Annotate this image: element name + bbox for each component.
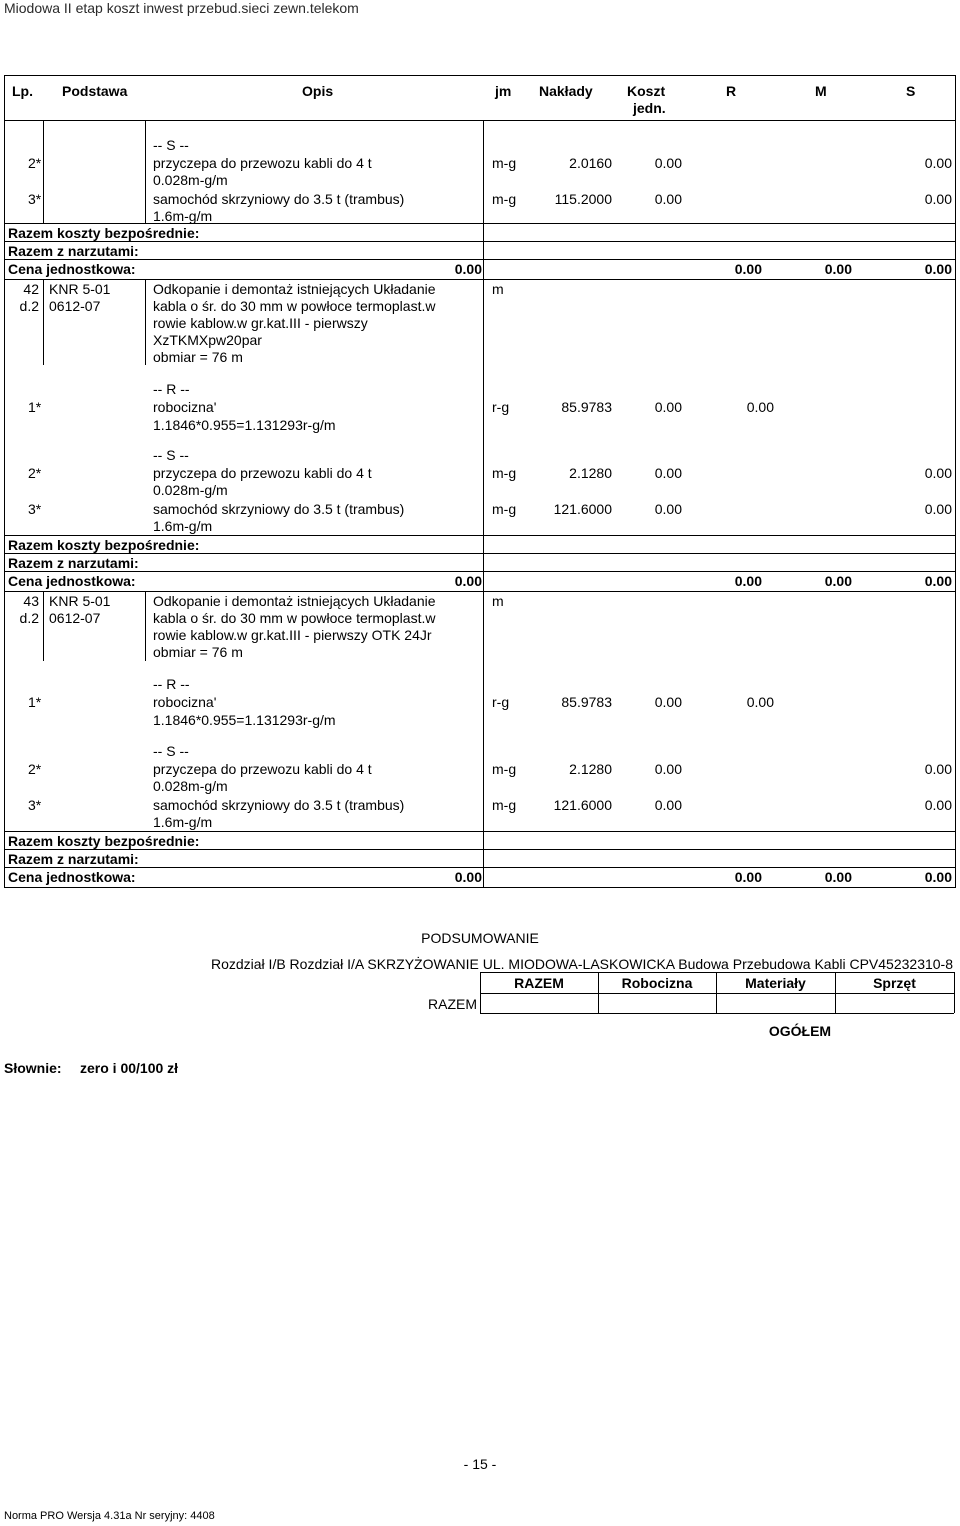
- item-naklady: 85.9783: [561, 399, 612, 415]
- item-r: 0.00: [746, 694, 774, 710]
- item-no: 3*: [28, 501, 42, 517]
- cena-koszt: 0.00: [454, 573, 482, 589]
- item-jm: r-g: [492, 694, 510, 710]
- footer-software: Norma PRO Wersja 4.31a Nr seryjny: 4408: [4, 1510, 215, 1522]
- item-naklady: 121.6000: [553, 797, 612, 813]
- cena-label: Cena jednostkowa:: [8, 869, 136, 885]
- summary-header-sprzet: Sprzęt: [873, 975, 916, 991]
- item-naklady: 85.9783: [561, 694, 612, 710]
- cena-label: Cena jednostkowa:: [8, 573, 136, 589]
- col-lp: Lp.: [12, 83, 33, 99]
- position-sub: d.2: [19, 298, 39, 314]
- item-no: 2*: [28, 465, 42, 481]
- position-number: 43: [23, 593, 39, 609]
- description-line: Odkopanie i demontaż istniejących Układanie: [153, 593, 436, 609]
- cena-m: 0.00: [824, 869, 852, 885]
- summary-header-razem: RAZEM: [514, 975, 564, 991]
- item-rate: 1.6m-g/m: [153, 208, 213, 224]
- razem-narzuty-label: Razem z narzutami:: [8, 851, 139, 867]
- razem-narzuty-label: Razem z narzutami:: [8, 555, 139, 571]
- item-koszt: 0.00: [654, 761, 682, 777]
- item-jm: r-g: [492, 399, 510, 415]
- basis-code: KNR 5-01: [49, 281, 111, 297]
- description-line: rowie kablow.w gr.kat.III - pierwszy OTK 24Jr: [153, 627, 432, 643]
- col-koszt: Koszt: [627, 83, 666, 99]
- item-naklady: 121.6000: [553, 501, 612, 517]
- cena-r: 0.00: [734, 573, 762, 589]
- r-marker: -- R --: [153, 381, 190, 397]
- item-rate: 0.028m-g/m: [153, 172, 228, 188]
- item-desc: przyczepa do przewozu kabli do 4 t: [153, 465, 372, 481]
- item-rate: 1.1846*0.955=1.131293r-g/m: [153, 417, 336, 433]
- description-line: rowie kablow.w gr.kat.III - pierwszy: [153, 315, 368, 331]
- item-r: 0.00: [746, 399, 774, 415]
- item-rate: 1.6m-g/m: [153, 518, 213, 534]
- item-no: 3*: [28, 797, 42, 813]
- item-rate: 1.1846*0.955=1.131293r-g/m: [153, 712, 336, 728]
- description-line: obmiar = 76 m: [153, 644, 243, 660]
- position-jm: m: [492, 281, 504, 297]
- position-number: 42: [23, 281, 39, 297]
- summary-path: Rozdział I/B Rozdział I/A SKRZYŻOWANIE UL. MIODOWA-LASKOWICKA Budowa Przebudowa Kabli CPV45232310-8: [210, 956, 953, 972]
- item-jm: m-g: [492, 191, 517, 207]
- basis-code-sub: 0612-07: [49, 298, 101, 314]
- item-desc: samochód skrzyniowy do 3.5 t (trambus): [153, 797, 405, 813]
- cena-koszt: 0.00: [454, 261, 482, 277]
- summary-row-label: RAZEM: [428, 996, 477, 1012]
- cena-r: 0.00: [734, 869, 762, 885]
- item-koszt: 0.00: [654, 797, 682, 813]
- col-podstawa: Podstawa: [62, 83, 128, 99]
- item-no: 1*: [28, 694, 42, 710]
- item-naklady: 115.2000: [554, 191, 612, 207]
- razem-koszty-label: Razem koszty bezpośrednie:: [8, 537, 200, 553]
- summary-header-robocizna: Robocizna: [621, 975, 693, 991]
- description-line: kabla o śr. do 30 mm w powłoce termoplast.w: [153, 610, 436, 626]
- item-koszt: 0.00: [654, 191, 682, 207]
- s-marker: -- S --: [153, 447, 189, 463]
- cena-m: 0.00: [824, 573, 852, 589]
- cena-m: 0.00: [824, 261, 852, 277]
- cena-s: 0.00: [924, 573, 952, 589]
- item-s: 0.00: [924, 465, 952, 481]
- item-desc: samochód skrzyniowy do 3.5 t (trambus): [153, 191, 405, 207]
- item-koszt: 0.00: [654, 399, 682, 415]
- cena-r: 0.00: [734, 261, 762, 277]
- item-s: 0.00: [924, 191, 952, 207]
- item-koszt: 0.00: [654, 155, 682, 171]
- cena-s: 0.00: [924, 261, 952, 277]
- col-s: S: [906, 83, 916, 99]
- description-line: Odkopanie i demontaż istniejących Układanie: [153, 281, 436, 297]
- words-label: Słownie:: [4, 1060, 62, 1076]
- razem-koszty-label: Razem koszty bezpośrednie:: [8, 225, 200, 241]
- item-jm: m-g: [492, 501, 517, 517]
- item-no: 3*: [28, 191, 42, 207]
- words-value: zero i 00/100 zł: [80, 1060, 179, 1076]
- summary-title: PODSUMOWANIE: [421, 930, 539, 946]
- cena-s: 0.00: [924, 869, 952, 885]
- basis-code: KNR 5-01: [49, 593, 111, 609]
- item-koszt: 0.00: [654, 501, 682, 517]
- item-s: 0.00: [924, 797, 952, 813]
- item-s: 0.00: [924, 501, 952, 517]
- razem-koszty-label: Razem koszty bezpośrednie:: [8, 833, 200, 849]
- item-desc: samochód skrzyniowy do 3.5 t (trambus): [153, 501, 405, 517]
- item-naklady: 2.1280: [569, 761, 612, 777]
- summary-total-label: OGÓŁEM: [768, 1023, 832, 1039]
- item-jm: m-g: [492, 761, 517, 777]
- basis-code-sub: 0612-07: [49, 610, 101, 626]
- r-marker: -- R --: [153, 676, 190, 692]
- item-s: 0.00: [924, 155, 952, 171]
- col-naklady: Nakłady: [539, 83, 593, 99]
- description-line: kabla o śr. do 30 mm w powłoce termoplast.w: [153, 298, 436, 314]
- item-s: 0.00: [924, 761, 952, 777]
- item-rate: 0.028m-g/m: [153, 778, 228, 794]
- document-title: Miodowa II etap koszt inwest przebud.sieci zewn.telekom: [4, 0, 359, 16]
- position-sub: d.2: [19, 610, 39, 626]
- item-no: 2*: [28, 155, 42, 171]
- col-opis: Opis: [302, 83, 334, 99]
- item-desc: przyczepa do przewozu kabli do 4 t: [153, 155, 372, 171]
- item-desc: robocizna': [153, 694, 217, 710]
- col-m: M: [815, 83, 827, 99]
- item-rate: 0.028m-g/m: [153, 482, 228, 498]
- item-koszt: 0.00: [654, 694, 682, 710]
- item-koszt: 0.00: [654, 465, 682, 481]
- item-desc: robocizna': [153, 399, 217, 415]
- page-number: - 15 -: [463, 1456, 497, 1472]
- description-line: obmiar = 76 m: [153, 349, 243, 365]
- s-marker: -- S --: [153, 743, 189, 759]
- description-line: XzTKMXpw20par: [153, 332, 262, 348]
- cena-koszt: 0.00: [454, 869, 482, 885]
- s-marker: -- S --: [153, 137, 189, 153]
- item-naklady: 2.0160: [569, 155, 612, 171]
- cena-label: Cena jednostkowa:: [8, 261, 136, 277]
- item-no: 1*: [28, 399, 42, 415]
- razem-narzuty-label: Razem z narzutami:: [8, 243, 139, 259]
- item-jm: m-g: [492, 155, 517, 171]
- position-jm: m: [492, 593, 504, 609]
- col-jm: jm: [495, 83, 512, 99]
- item-desc: przyczepa do przewozu kabli do 4 t: [153, 761, 372, 777]
- item-naklady: 2.1280: [569, 465, 612, 481]
- col-r: R: [726, 83, 737, 99]
- summary-header-materialy: Materiały: [745, 975, 806, 991]
- item-no: 2*: [28, 761, 42, 777]
- item-jm: m-g: [492, 797, 517, 813]
- item-jm: m-g: [492, 465, 517, 481]
- col-koszt-sub: jedn.: [633, 100, 666, 116]
- item-rate: 1.6m-g/m: [153, 814, 213, 830]
